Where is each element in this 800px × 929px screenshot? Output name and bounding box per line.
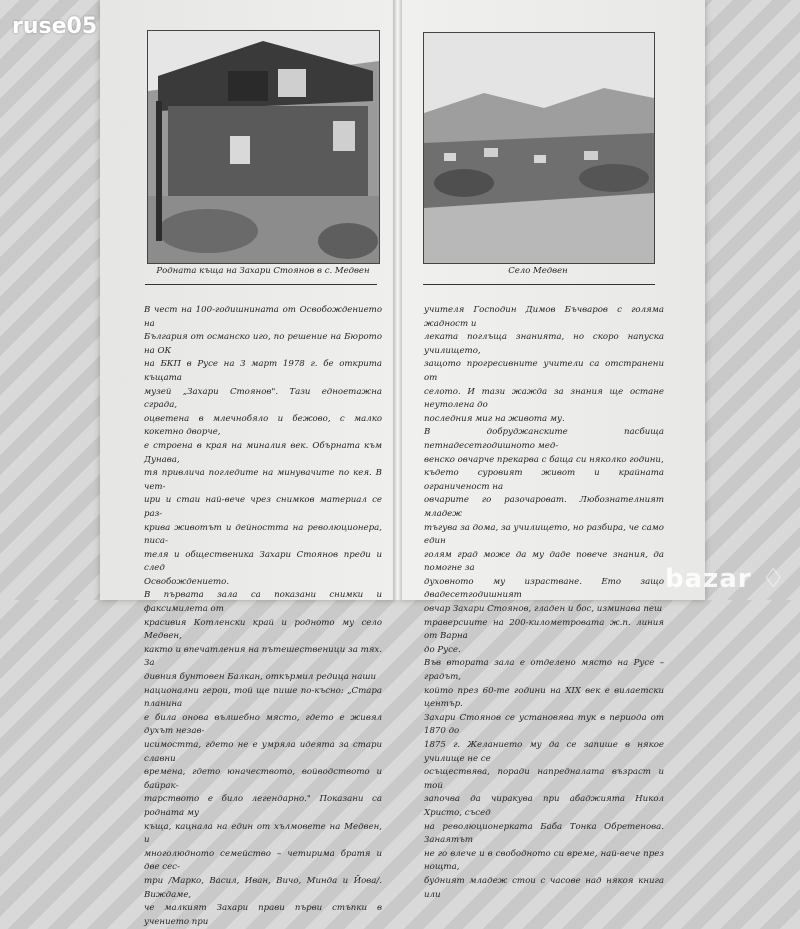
right-divider [423, 284, 655, 285]
left-divider [145, 284, 377, 285]
marketplace-watermark: bazar ♢ [664, 564, 786, 594]
village-photo [423, 32, 655, 264]
site-watermark: ruse05 [12, 14, 98, 39]
house-photo [147, 30, 380, 264]
village-photo-caption: Село Медвен [508, 266, 568, 276]
page-fold [393, 0, 402, 600]
left-body-text: В чест на 100-годишнината от Освобождението на България от османско иго, по решение на Бюрото на ОК на БКП в Русе на 3 март 1978 г. бе открита къщата музей „Захари Стоянов". Тази едноетажна сграда, оцветена в млечнобяло и бежово, с малко кокетно дворче, е строена в края на миналия век. Обърната към Дунава, тя привлича погледите на минувачите по кея. В чет- ири и стаи най-вече чрез снимков материал се раз- крива животът и дейността на революционера, писа- теля и общественика Захари Стоянов преди и след Освобождението. В първата зала са показани снимки и факсимилета от красивия Котленски край и родното му село Медвен, както и впечатления на пътешественици за тях. За дивния бунтовен Балкан, откърмил редица наши национални герои, той ще пише по-късно: „Стара планина е била онова вълшебно място, гдето е живял духът незав- исимостта, гдето не е умряла идеята за стари славни времена, гдето юначеството, войводството и байрак- тарството е било легендарно." Показани са родната му къща, кацнала на един от хълмовете на Медвен, и многолюдното семейство – четирима братя и две сес- три /Марко, Васил, Иван, Вичо, Минда и Йова/. Виждаме, че малкият Захари прави първи стъпки в учението при [144, 305, 382, 927]
marketplace-name: bazar [664, 564, 752, 594]
right-body-text: учителя Господин Димов Бъчваров с голяма жадност и леката поглъща знанията, но скоро напуска училището, защото прогресивните учители са отстранени от селото. И тази жажда за знания ще остане неутолена до последния миг на живота му. В добруджанските пасбища петнадесетгодишното мед- венско овчарче прекарва с баща си няколко години, където суровият живот и крайната ограниченост на овчарите го разочароват. Любознателният младеж тъгува за дома, за училището, но разбира, че само един голям град може да му даде повече знания, да помогне за духовното му израстване. Ето защо двадесетгодишният овчар Захари Стоянов, гладен и бос, изминава пеш траверсиите на 200-километровата ж.п. линия от Варна до Русе. Във втората зала е отделено място на Русе – градът, който през 60-те години на XIX век е вилаетски център. Захари Стоянов се установява тук в периода от 1870 до 1875 г. Желанието му да се запише в някое училище не се осъществява, поради напредналата възраст и той започва да чиракува при абаджията Никол Христо, съсед на революционерката Баба Тонка Обретенова. Занаятът не го влече и в свободното си време, най-вече през нощта, будният младеж стои с часове над някоя книга или [424, 305, 664, 900]
house-photo-caption: Родната къща на Захари Стоянов в с. Медвен [156, 266, 370, 276]
